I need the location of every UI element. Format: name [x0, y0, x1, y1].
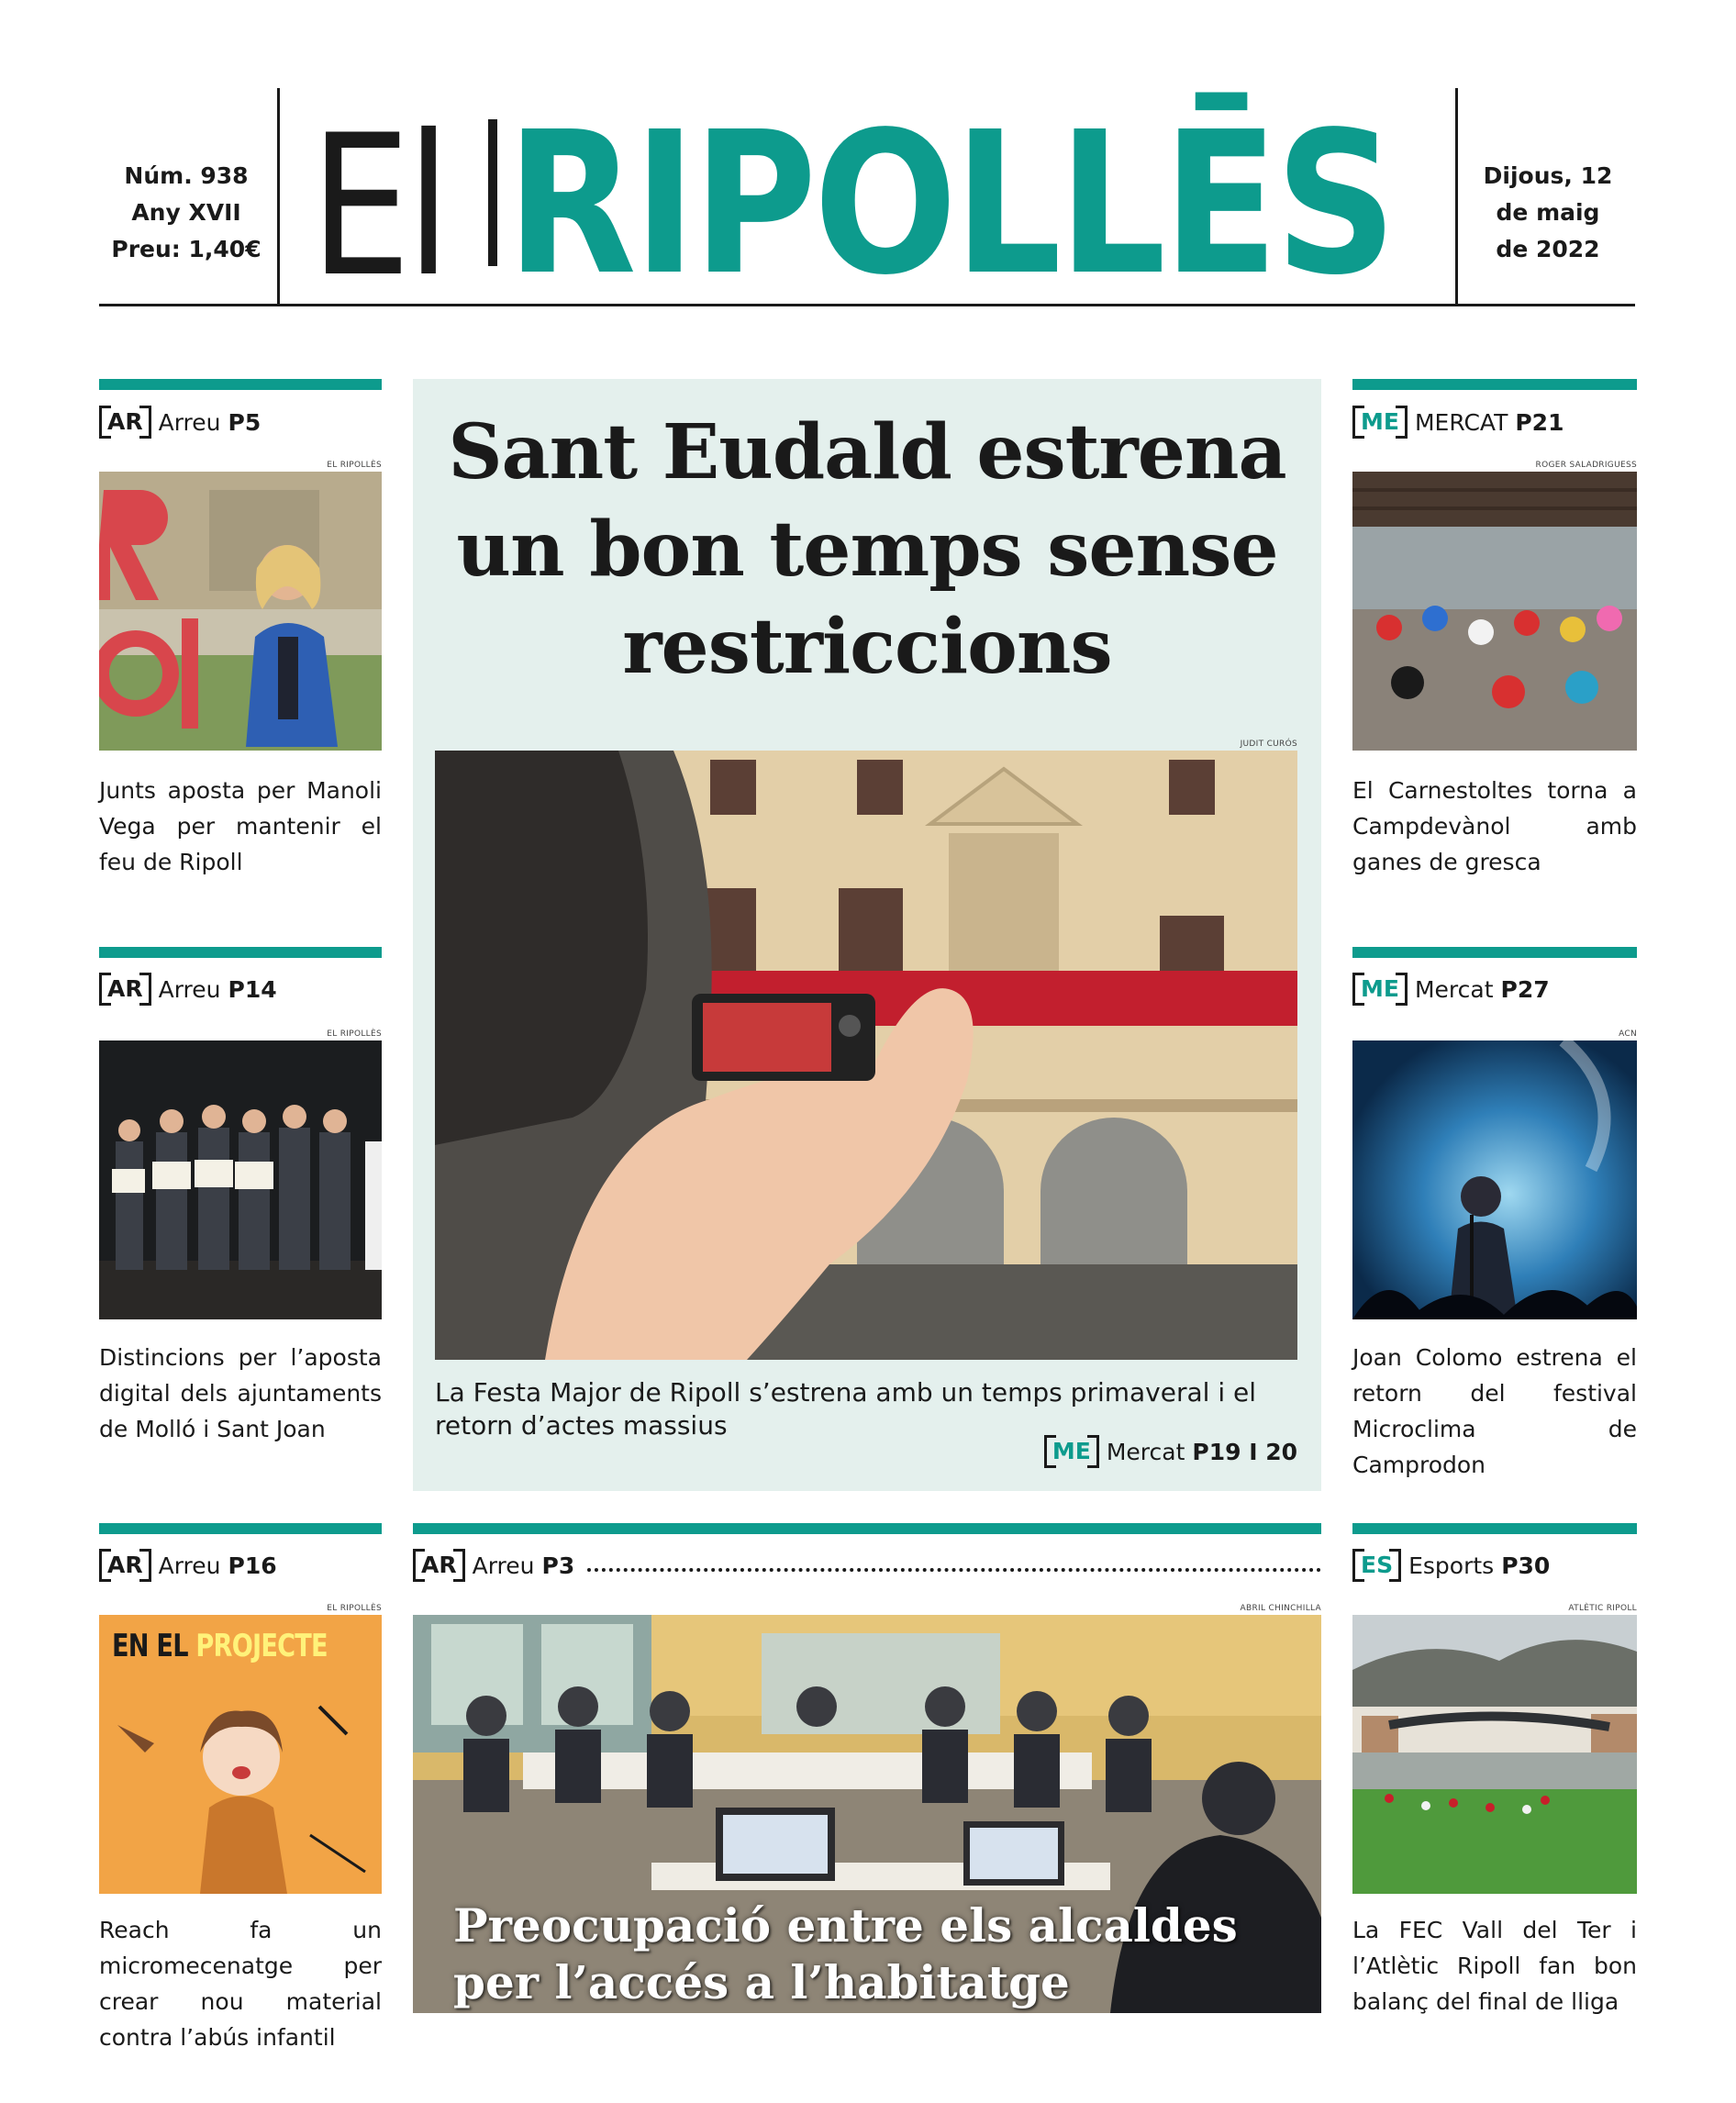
page-ref: P3: [541, 1552, 575, 1579]
section-rule: [99, 1523, 382, 1534]
section-rule: [99, 947, 382, 958]
lead-headline[interactable]: [413, 404, 1321, 695]
photo-credit: ACN: [1619, 1029, 1637, 1039]
page-ref: P30: [1501, 1552, 1551, 1579]
story-blurb[interactable]: Reach fa un micromecenatge per crear nou material contra l’abús infantil: [99, 1917, 382, 2051]
photo-illustration: [435, 751, 1297, 1360]
logo-separator: [488, 119, 497, 266]
lead-photo[interactable]: [435, 751, 1297, 1360]
badge-letters: ME: [1361, 975, 1399, 1002]
page-ref: P19 I 20: [1192, 1438, 1297, 1465]
issue-number: Núm. 938: [124, 162, 249, 189]
story-photo-concert[interactable]: [1352, 1040, 1637, 1319]
story-blurb[interactable]: El Carnestoltes torna a Campdevànol amb ganes de gresca: [1352, 777, 1637, 875]
page-ref: P21: [1515, 408, 1564, 436]
photo-illustration: [99, 1040, 382, 1319]
badge-letters: ME: [1361, 408, 1399, 435]
section-badge: [413, 1549, 465, 1582]
section-name: Arreu: [158, 975, 221, 1003]
badge-letters: AR: [421, 1552, 457, 1578]
photo-credit: ATLÈTIC RIPOLL: [1568, 1604, 1637, 1613]
photo-credit: EL RIPOLLÈS: [327, 1029, 382, 1039]
photo-credit: ABRIL CHINCHILLA: [1240, 1604, 1321, 1613]
story-photo-candidate[interactable]: [99, 472, 382, 751]
section-rule: [413, 1523, 1321, 1534]
photo-illustration: [99, 472, 382, 751]
story-blurb[interactable]: Junts aposta per Manoli Vega per mantenir el feu de Ripoll: [99, 777, 382, 875]
lead-caption: La Festa Major de Ripoll s’estrena amb un temps primaveral i el retorn d’actes massius: [435, 1377, 1257, 1441]
photo-title-part-b: PROJECTE: [195, 1628, 328, 1664]
badge-letters: ES: [1361, 1552, 1394, 1578]
section-tag[interactable]: [1352, 1547, 1550, 1584]
section-badge: [1352, 406, 1408, 439]
story-blurb[interactable]: Joan Colomo estrena el retorn del festival Microclima de Camprodon: [1352, 1344, 1637, 1478]
section-rule: [1352, 379, 1637, 390]
section-name: Arreu: [158, 1552, 221, 1579]
dotted-leader: [587, 1568, 1321, 1572]
section-badge: [1044, 1435, 1099, 1468]
date-line-3: de 2022: [1496, 236, 1600, 262]
photo-illustration: [1352, 1615, 1637, 1894]
story-blurb[interactable]: Distincions per l’aposta digital dels ajuntaments de Molló i Sant Joan: [99, 1344, 382, 1442]
section-tag[interactable]: [1352, 971, 1550, 1007]
newspaper-logo: [310, 88, 1530, 319]
issue-year: Any XVII: [131, 199, 241, 226]
section-tag[interactable]: [1352, 404, 1564, 440]
photo-title: [112, 1628, 328, 1664]
photo-illustration: [1352, 1040, 1637, 1319]
section-badge: [1352, 973, 1408, 1006]
issue-date: [1461, 158, 1635, 268]
headline-line: un bon temps sense: [456, 506, 1278, 594]
section-badge: [99, 406, 151, 439]
masthead-divider-right: [1455, 88, 1458, 305]
section-name: Arreu: [158, 408, 221, 436]
section-name: Arreu: [472, 1552, 535, 1579]
section-rule: [99, 379, 382, 390]
photo-credit: JUDIT CURÓS: [1240, 740, 1297, 749]
photo-title-part-a: EN EL: [112, 1628, 188, 1664]
date-line-2: de maig: [1496, 199, 1600, 226]
page-ref: P16: [228, 1552, 277, 1579]
badge-letters: AR: [107, 408, 143, 435]
feature-headline[interactable]: Preocupació entre els alcaldes per l’accés a l’habitatge: [453, 1898, 1238, 2009]
section-tag[interactable]: [413, 1547, 1321, 1584]
section-tag[interactable]: [1035, 1433, 1297, 1470]
section-badge: [1352, 1549, 1401, 1582]
section-rule: [1352, 947, 1637, 958]
photo-illustration: [99, 1670, 382, 1894]
logo-article: El: [310, 93, 447, 319]
section-tag[interactable]: [99, 1547, 277, 1584]
masthead: [99, 88, 1635, 319]
issue-info: [99, 158, 273, 268]
date-line-1: Dijous, 12: [1483, 162, 1613, 189]
section-name: Esports: [1408, 1552, 1495, 1579]
issue-price: Preu: 1,40€: [111, 236, 262, 262]
section-rule: [1352, 1523, 1637, 1534]
headline-line: Sant Eudald estrena: [448, 408, 1286, 496]
section-tag[interactable]: [99, 404, 261, 440]
photo-illustration: [1352, 472, 1637, 751]
photo-credit: EL RIPOLLÈS: [327, 461, 382, 470]
section-badge: [99, 1549, 151, 1582]
badge-letters: AR: [107, 1552, 143, 1578]
photo-credit: EL RIPOLLÈS: [327, 1604, 382, 1613]
badge-letters: AR: [107, 975, 143, 1002]
section-badge: [99, 973, 151, 1006]
photo-credit: ROGER SALADRIGUESS: [1535, 461, 1637, 470]
logo-name: RIPOLLĒS: [506, 90, 1394, 318]
section-name: MERCAT: [1414, 408, 1508, 436]
section-name: Mercat: [1414, 975, 1494, 1003]
headline-line: restriccions: [622, 603, 1112, 691]
section-name: Mercat: [1106, 1438, 1185, 1465]
badge-letters: ME: [1052, 1438, 1091, 1464]
story-photo-awards[interactable]: [99, 1040, 382, 1319]
page-ref: P27: [1500, 975, 1550, 1003]
story-photo-project[interactable]: [99, 1615, 382, 1894]
story-photo-football[interactable]: [1352, 1615, 1637, 1894]
page-ref: P5: [228, 408, 262, 436]
section-tag[interactable]: [99, 971, 277, 1007]
story-photo-carnival[interactable]: [1352, 472, 1637, 751]
page-ref: P14: [228, 975, 277, 1003]
masthead-divider-left: [277, 88, 280, 305]
story-blurb[interactable]: La FEC Vall del Ter i l’Atlètic Ripoll fan bon balanç del final de lliga: [1352, 1917, 1637, 2015]
